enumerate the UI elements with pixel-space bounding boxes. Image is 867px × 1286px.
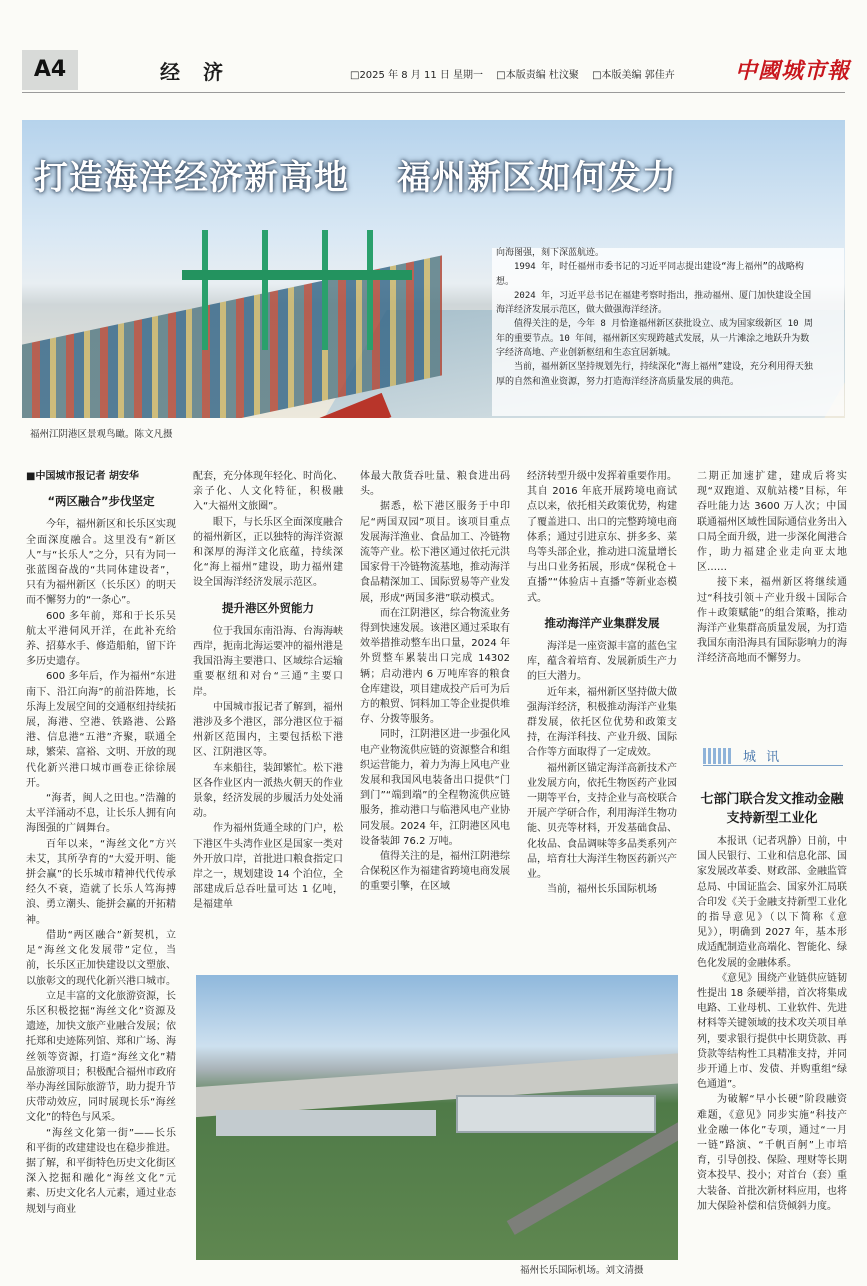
- section-name: 经 济: [160, 60, 231, 84]
- airport-photo: [196, 975, 678, 1260]
- newspaper-logo: 中國城市報: [735, 58, 851, 84]
- subheading-1: “两区融合”步伐坚定: [47, 494, 155, 509]
- subheading-3: 推动海洋产业集群发展: [544, 615, 660, 630]
- article-column-3: 体最大散货吞吐量、粮食进出码头。 据悉，松下港区服务于中印尼“两国双园”项目。该项目重点发展海洋渔业、食品加工、冷链物流等产业。松下港区通过依托元洪国家骨干冷链物流基地，推动海洋食品精深加工、国际贸易等产业发展，形成“两国多港”联动模式。 而在江阴港区，综合物流业务得到快速发展。该港区通过采取有效举措推动整车出口量，2024 年外贸整车累装出口完成 14302 辆；启动港内 6 万吨库容的粮食仓库建设，项目建成投产后可为后方的粮贸、饲料加工等企业提供堆存、分拨等服务。 同时，江阴港区进一步强化风电产业物流供应链的资源整合和组织运营能力，着力为海上风电产业发展和我国风电装备出口提供“门到门”“端到端”的全程物流供应链服务，推动港口与临港风电产业协同发展。2024 年，江阴港区风电设备装卸 76.2 万吨。 值得关注的是，福州江阴港综合保税区作为福建省跨境电商发展的重要引擎，在区域: [360, 471, 510, 893]
- brief-headline: 七部门联合发文推动金融支持新型工业化: [700, 792, 844, 826]
- lead-intro: 向海图强，刻下深蓝航迹。 1994 年，时任福州市委书记的习近平同志提出建设“海上福州”的战略构想。 2024 年，习近平总书记在福建考察时指出，推动福州、厦门加快建设全国海洋经济发展示范区，做大做强海洋经济。 值得关注的是，今年 8 月恰逢福州新区获批设立、成为国家级新区 10 周年的重要节点。10 年间，福州新区实现跨越式发展，从一片滩涂之地跃升为数字经济高地、产业创新枢纽和生态宜居新城。 当前，福州新区坚持规划先行，持续深化“海上福州”建设，充分利用得天独厚的自然和渔业资源，努力打造海洋经济高质量发展的典范。: [496, 248, 813, 387]
- airport-caption: 福州长乐国际机场。刘文清摄: [520, 1265, 644, 1276]
- editor-credit: □本版责编 杜汶聚: [496, 70, 579, 81]
- hero-caption: 福州江阴港区景观鸟瞰。陈文凡摄: [30, 429, 173, 440]
- issue-date: □2025 年 8 月 11 日 星期一: [350, 70, 484, 81]
- article-column-2: 配套，充分体现年轻化、时尚化、亲子化、人文化特征，积极融入“大福州文旅圈”。 眼下，与长乐区全面深度融合的福州新区，正以独特的海洋资源和深厚的海洋文化底蕴，持续深化“海上福州”建设，助力福州建设全国海洋经济发展示范区。 提升港区外贸能力 位于我国东南沿海、台海海峡西岸，扼南北海运要冲的福州港是我国沿海主要港口、区域综合运输重要枢纽和对台“三通”主要口岸。 中国城市报记者了解到，福州港涉及多个港区，部分港区位于福州新区范围内，主要包括松下港区、江阴港区等。 车来船往，装卸繁忙。松下港区各作业区内一派热火朝天的作业景象，经济发展的步履活力处处涌动。 作为福州货通全球的门户，松下港区牛头湾作业区是国家一类对外开放口岸，首批进口粮食指定口岸之一，规划建设 14 个泊位，全部建成后总吞吐量可达 1 亿吨，是福建单: [193, 471, 343, 911]
- brief-body: 本报讯（记者巩静）日前，中国人民银行、工业和信息化部、国家发展改革委、财政部、金融监管总局、中国证监会、国家外汇局联合印发《关于金融支持新型工业化的指导意见》（以下简称《意见》），明确到 2027 年，基本形成适配制造业高端化、智能化、绿色化发展的金融体系。 《意见》围绕产业链供应链韧性提出 18 条硬举措，首次将集成电路、工业母机、工业软件、先进材料等关键领域的技术攻关项目单列，要求银行提供中长期贷款、再贷款等结构性工具精准支持，并同步开通上市、发债、并购重组“绿色通道”。 为破解“早小长硬”阶段融资难题，《意见》同步实施“科技产业金融一体化”专项，通过“一月一链”路演、“千帆百舸”上市培育，引导创投、保险、理财等长期资本投早、投小；对首台（套）重大装备、首批次新材料应用，也将加大保险补偿和信贷倾斜力度。: [697, 836, 847, 1212]
- subheading-2: 提升港区外贸能力: [222, 600, 314, 615]
- header-rule: [22, 92, 845, 93]
- page-number: A4: [22, 50, 78, 90]
- main-headline: [34, 150, 677, 199]
- news-brief-label: 城 讯: [703, 744, 843, 766]
- article-column-4: 经济转型升级中发挥着重要作用。其自 2016 年底开展跨境电商试点以来，依托相关政策优势，构建了覆盖进口、出口的完整跨境电商体系；通过引进京东、拼多多、菜鸟等头部企业，推动进口流量增长与出口业务拓展，形成“保税仓＋直播”“体验店＋直播”等新业态模式。 推动海洋产业集群发展 海洋是一座资源丰富的蓝色宝库，蕴含着培育、发展新质生产力的巨大潜力。 近年来，福州新区坚持做大做强海洋经济，积极推动海洋产业集群发展，依托区位优势和政策支持，在海洋科技、产业升级、国际合作等方面取得了一定成效。 福州新区锚定海洋高新技术产业发展方向，依托生物医药产业园一期等平台，支持企业与高校联合开展产学研合作，利用海洋生物功能、贝壳等材料，开发基础食品、化妆品、食品调味等多品类系列产品，培育壮大海洋生物医药新兴产业。 当前，福州长乐国际机场: [527, 471, 677, 896]
- issue-meta: [350, 66, 685, 81]
- article-column-1: ■中国城市报记者 胡安华 “两区融合”步伐坚定 今年，福州新区和长乐区实现全面深度融合。这里没有“新区人”与“长乐人”之分，只有为同一张蓝图奋战的“共同体建设者”，只有为福州新区（长乐区）的明天而不懈努力的“一条心”。 600 多年前，郑和于长乐吴航太平港伺风开洋，在此补充给养、招募水手、修造船舶，留下许多历史遗存。 600 多年后，作为福州“东进南下、沿江向海”的前沿阵地，长乐海上发展空间的交通枢纽持续拓展，海港、空港、铁路港、公路港、信息港“五港”齐聚，联通全球，繁荣、富裕、文明、开放的现代化新兴港口城市画卷正徐徐展开。 “海者，闽人之田也。”浩瀚的太平洋涌动不息，让长乐人拥有向海图强的广阔舞台。 百年以来，“海丝文化”方兴未艾，其所孕育的“大爱开明、能拼会赢”的长乐城市精神代代传承经久不衰，造就了长乐人笃海搏浪、勇立潮头、能拼会赢的开拓精神。 借助“两区融合”新契机，立足“海丝文化发展带”定位，当前，长乐区正加快建设以文塑旅、以旅彰文的现代化新兴港口城市。 立足丰富的文化旅游资源，长乐区积极挖掘“海丝文化”资源及遗迹，加快文旅产业融合发展；依托郑和史迹陈列馆、郑和广场、海丝领等资源，打造“海丝文化”精品旅游项目；积极配合福州市政府举办海丝国际旅游节，助力提升节庆带动效应，同时展现长乐“海丝文化”的特色与风采。 “海丝文化第一街”——长乐和平街的改建建设也在稳步推进。据了解，和平街特色历史文化街区深入挖掘和融化“海丝文化”元素、历史文化名人元素，通过业态规划与商业: [26, 471, 176, 1215]
- headline-left: 打造海洋经济新高地: [34, 158, 349, 198]
- byline: ■中国城市报记者 胡安华: [26, 471, 139, 482]
- brief-bar-icon: [703, 748, 733, 764]
- headline-right: 福州新区如何发力: [397, 158, 677, 198]
- article-column-5: 二期正加速扩建，建成后将实现“双跑道、双航站楼”目标，年吞吐能力达 3600 万人次；中国联通福州区域性国际通信业务出入口局全面升级，进一步深化闽港合作，助力福建企业走向亚太地区…… 接下来，福州新区将继续通过“科技引领＋产业升级＋国际合作＋政策赋能”的组合策略，推动海洋产业集群高质量发展，为打造我国东南沿海具有国际影响力的海洋经济高地而不懈努力。: [697, 471, 847, 665]
- designer-credit: □本版美编 郭佳卉: [592, 70, 675, 81]
